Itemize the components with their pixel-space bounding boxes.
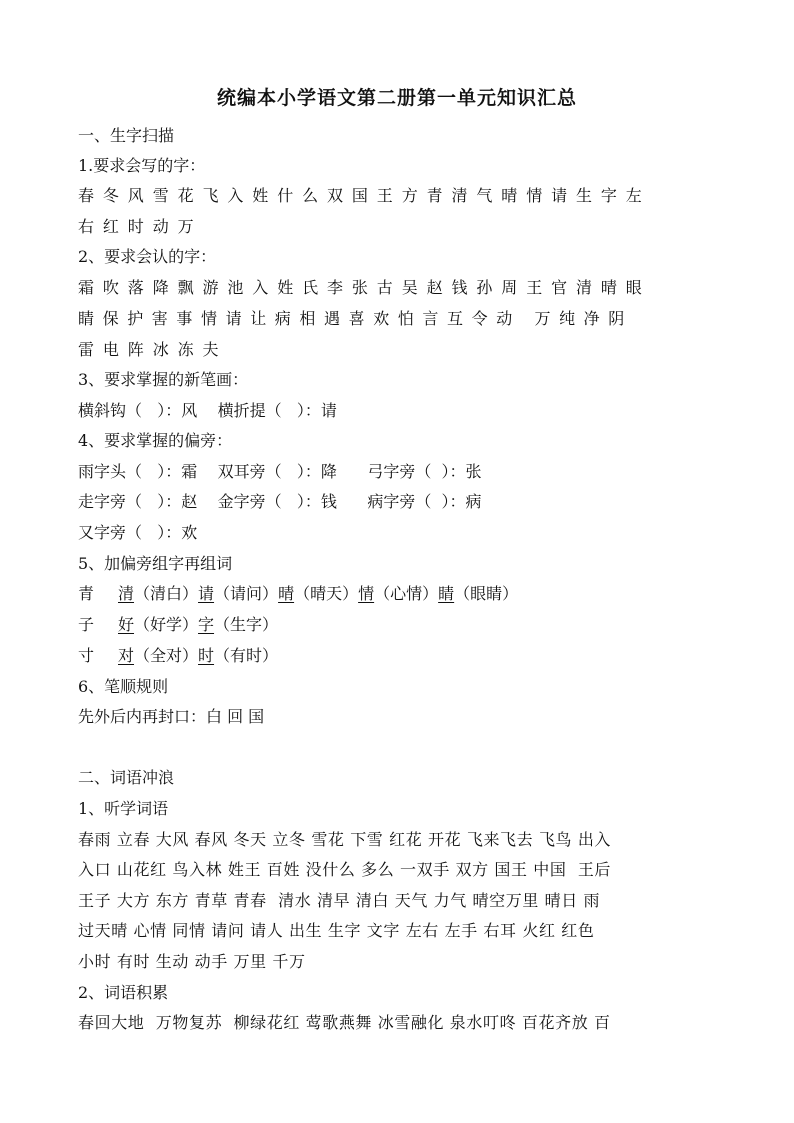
write-chars-line-1: 春冬风雪花飞入姓什么双国王方青清气晴情请生字左 (78, 186, 651, 205)
subheading-listen-words: 1、听学词语 (78, 799, 169, 818)
example-word: （眼睛） (454, 584, 519, 603)
write-chars-line-2: 右红时动万 (78, 217, 203, 236)
stroke-order-line: 先外后内再封口：白 回 国 (78, 707, 265, 726)
derived-char: 晴 (278, 584, 295, 603)
subheading-strokes: 3、要求掌握的新笔画： (78, 370, 249, 389)
words-line-5: 小时 有时 生动 动手 万里 千万 (78, 952, 306, 971)
example-word: （全对） (134, 646, 199, 665)
derived-char: 时 (198, 646, 215, 665)
derived-char: 睛 (438, 584, 455, 603)
subheading-write: 1.要求会写的字： (78, 156, 206, 175)
derived-char: 对 (118, 646, 135, 665)
combine-row-cun (78, 644, 728, 668)
words-line-3: 王子 大方 东方 青草 青春 清水 清早 清白 天气 力气 晴空万里 晴日 雨 (78, 891, 601, 910)
radicals-line-3: 又字旁（ ）：欢 (78, 523, 198, 542)
section-heading-words: 二、词语冲浪 (78, 768, 175, 787)
derived-char: 好 (118, 615, 135, 634)
subheading-combine: 5、加偏旁组字再组词 (78, 554, 233, 573)
recognize-chars-line-3: 雷电阵冰冻夫 (78, 340, 228, 359)
derived-char: 情 (358, 584, 375, 603)
example-word: （好学） (134, 615, 199, 634)
words-line-1: 春雨 立春 大风 春风 冬天 立冬 雪花 下雪 红花 开花 飞来飞去 飞鸟 出入 (78, 830, 612, 849)
combine-row-zi (78, 613, 728, 637)
example-word: （晴天） (294, 584, 359, 603)
derived-char: 字 (198, 615, 215, 634)
subheading-radicals: 4、要求掌握的偏旁： (78, 431, 233, 450)
page-title: 统编本小学语文第二册第一单元知识汇总 (216, 87, 577, 109)
combine-row-qing (78, 582, 728, 606)
section-heading-characters: 一、生字扫描 (78, 126, 175, 145)
words-line-4: 过天晴 心情 同情 请问 请人 出生 生字 文字 左右 左手 右耳 火红 红色 (78, 921, 595, 940)
radicals-line-2: 走字旁（ ）：赵 金字旁（ ）：钱 病字旁（ ）：病 (78, 492, 482, 511)
example-word: （心情） (374, 584, 439, 603)
derived-char: 清 (118, 584, 135, 603)
example-word: （生字） (214, 615, 279, 634)
accumulation-line-1: 春回大地 万物复苏 柳绿花红 莺歌燕舞 冰雪融化 泉水叮咚 百花齐放 百 (78, 1013, 611, 1032)
base-char: 子 (78, 615, 95, 634)
subheading-recognize: 2、要求会认的字： (78, 247, 217, 266)
base-char: 青 (78, 584, 95, 603)
radicals-line-1: 雨字头（ ）：霜 双耳旁（ ）：降 弓字旁（ ）：张 (78, 462, 482, 481)
derived-char: 请 (198, 584, 215, 603)
example-word: （有时） (214, 646, 279, 665)
base-char: 寸 (78, 646, 95, 665)
words-line-2: 入口 山花红 鸟入林 姓王 百姓 没什么 多么 一双手 双方 国王 中国 王后 (78, 860, 612, 879)
recognize-chars-line-1: 霜吹落降飘游池入姓氏李张古吴赵钱孙周王官清晴眼 (78, 278, 651, 297)
example-word: （请问） (214, 584, 279, 603)
subheading-word-accumulation: 2、词语积累 (78, 983, 169, 1002)
subheading-stroke-order: 6、笔顺规则 (78, 677, 169, 696)
strokes-line: 横斜钩（ ）：风 横折提（ ）：请 (78, 401, 337, 420)
recognize-chars-line-2: 睛保护害事情请让病相遇喜欢怕言互令动 万纯净阴 (78, 309, 633, 328)
example-word: （清白） (134, 584, 199, 603)
